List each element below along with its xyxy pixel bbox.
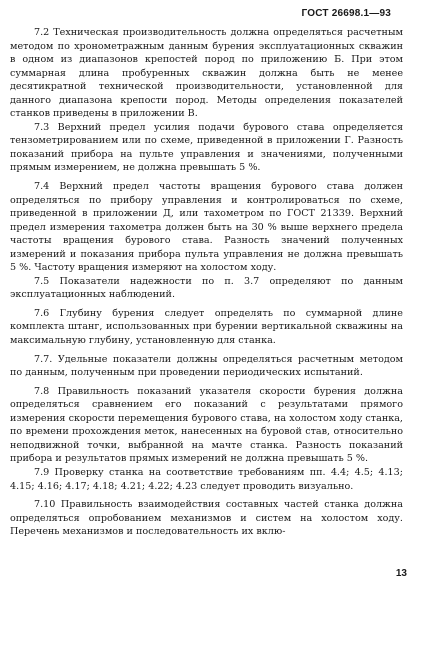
paragraph-7-6: 7.6 Глубину бурения следует определять по суммарной длине комплекта штанг, использованных при бурении вертикальной скважины на максимальную глубину, установленную для станка. (10, 307, 403, 347)
paragraph-7-3: 7.3 Верхний предел усилия подачи бурового става определяется тензометрированием или по схеме, приведенной в приложении Г. Разность показаний прибора на пульте управления и значениями, полученными прямым измерением, не должна превышать 5 %. (10, 121, 403, 174)
paragraph-7-8: 7.8 Правильность показаний указателя скорости бурения должна определяться сравнением его показаний с результатами прямого измерения скорости перемещения бурового става, на холостом ходу станка, по времени прохождения меток, нанесенных на буровой став, относительно неподвижной точки, выбранной на мачте станка. Разность показаний прибора и результатов прямых измерений не должна превышать 5 %. (10, 385, 403, 465)
page-number: 13 (395, 568, 407, 579)
paragraph-7-4: 7.4 Верхний предел частоты вращения бурового става должен определяться по прибору управления и контролироваться по схеме, приведенной в приложении Д, или тахометром по ГОСТ 21339. Верхний предел измерения тахометра должен быть на 30 % выше верхнего предела частоты вращения бурового става. Разность значений полученных измерений и показания прибора пульта управления не должна превышать 5 %. Частоту вращения измеряют на холостом ходу. (10, 181, 403, 274)
paragraph-7-2: 7.2 Техническая производительность должна определяться расчетным методом по хронометражным данным бурения эксплуатационных скважин в одном из диапазонов крепостей пород по приложению Б. При этом суммарная длина пробуренных скважин должна быть не менее десятикратной технической производительности, установленной для данного диапазона крепости пород. Методы определения показателей станков приведены в приложении В. (10, 27, 403, 120)
paragraph-7-5: 7.5 Показатели надежности по п. 3.7 определяют по данным эксплуатационных наблюдений. (10, 275, 403, 301)
document-body (10, 26, 403, 539)
paragraph-7-7: 7.7. Удельные показатели должны определяться расчетным методом по данным, полученным при проведении периодических испытаний. (10, 353, 403, 379)
paragraph-7-10: 7.10 Правильность взаимодействия составных частей станка должна определяться опробованием механизмов и систем на холостом ходу. Перечень механизмов и последовательность их вклю- (10, 499, 403, 538)
standard-code: ГОСТ 26698.1—93 (301, 8, 391, 19)
paragraph-7-9: 7.9 Проверку станка на соответствие требованиям пп. 4.4; 4.5; 4.13; 4.15; 4.16; 4.17; 4.18; 4.21; 4.22; 4.23 следует проводить визуально. (10, 466, 403, 492)
document-header (302, 8, 391, 19)
